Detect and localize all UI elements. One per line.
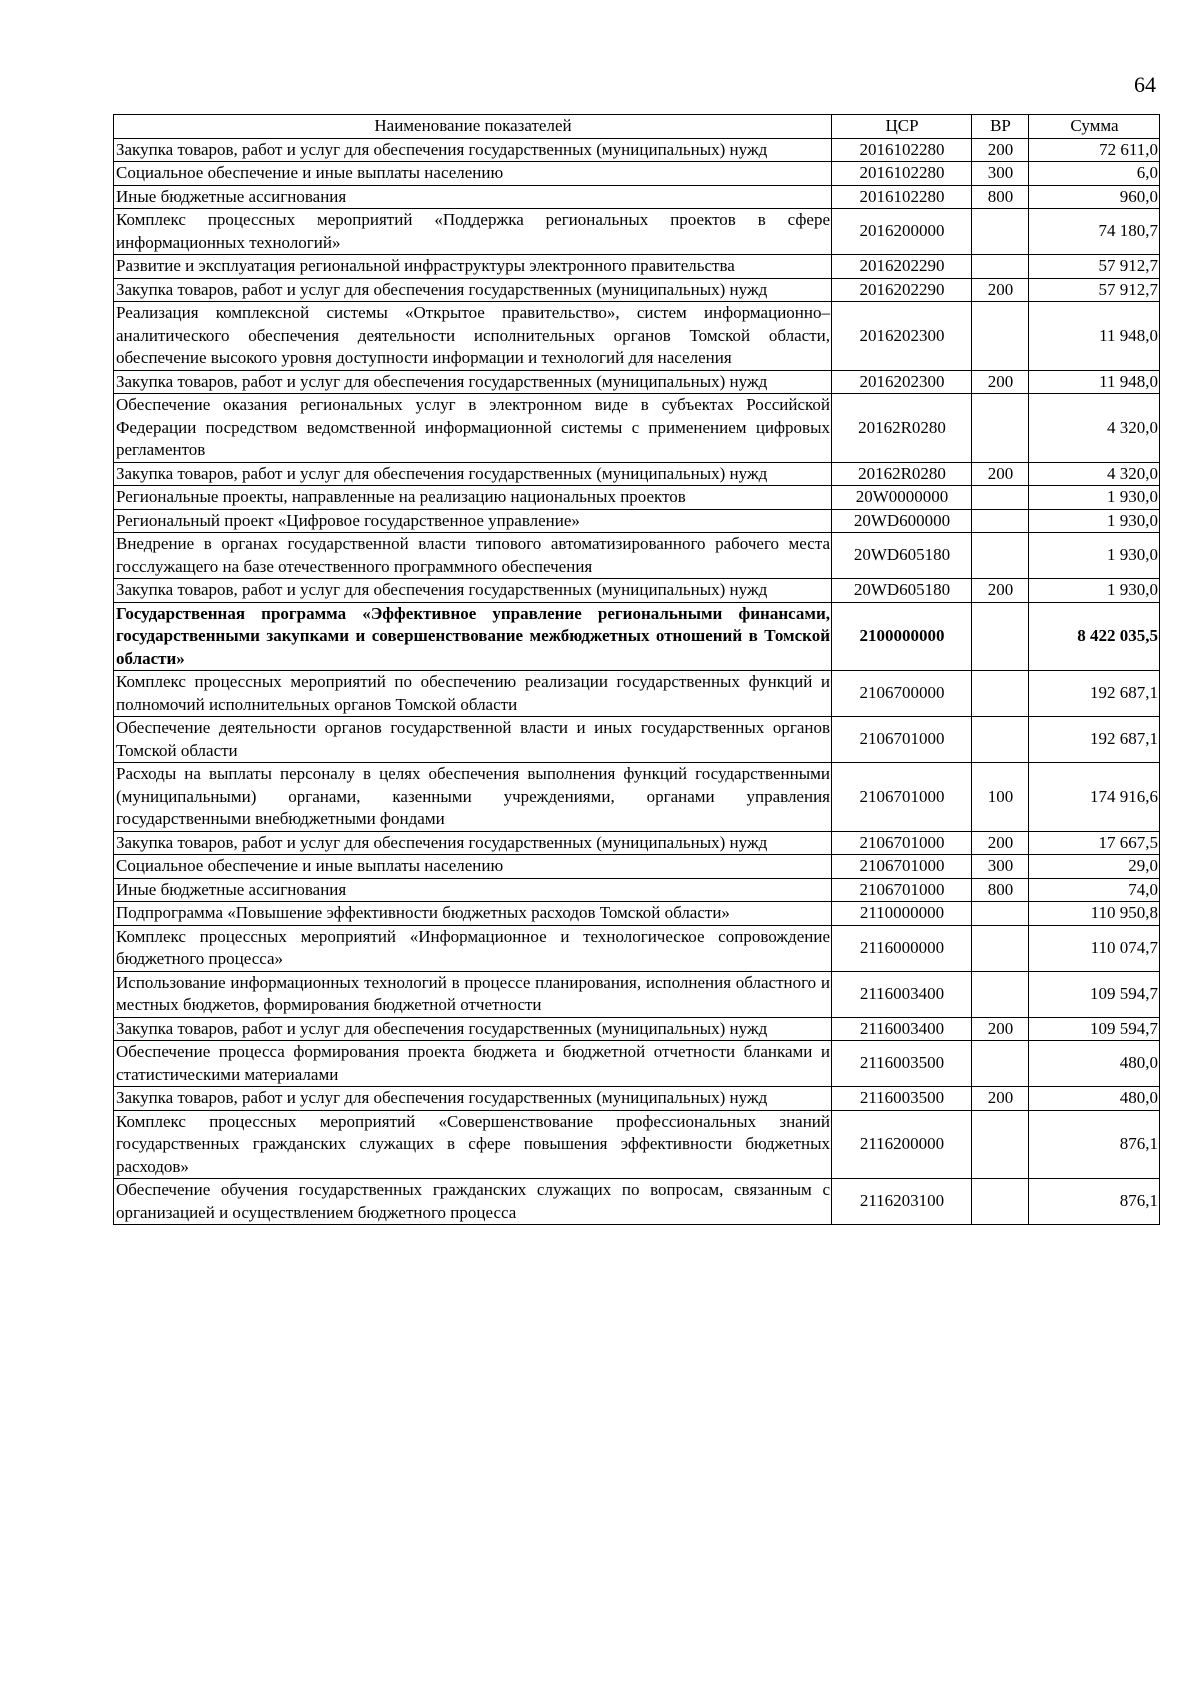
cell-vr — [972, 486, 1029, 510]
cell-vr — [972, 533, 1029, 579]
cell-csr: 2106700000 — [832, 671, 972, 717]
cell-vr — [972, 1179, 1029, 1225]
cell-sum: 74,0 — [1029, 878, 1160, 902]
cell-csr: 2100000000 — [832, 602, 972, 671]
cell-sum: 1 930,0 — [1029, 509, 1160, 533]
cell-csr: 2116003400 — [832, 971, 972, 1017]
cell-sum: 174 916,6 — [1029, 763, 1160, 832]
table-row — [114, 579, 1160, 603]
cell-name: Комплекс процессных мероприятий по обеспечению реализации государственных функций и полномочий исполнительных органов Томской области — [114, 671, 832, 717]
cell-name: Расходы на выплаты персоналу в целях обеспечения выполнения функций государственными (муниципальными) органами, казенными учреждениями, органами управления государственными внебюджетными фондами — [114, 763, 832, 832]
cell-vr — [972, 925, 1029, 971]
cell-sum: 480,0 — [1029, 1087, 1160, 1111]
cell-csr: 2016202300 — [832, 370, 972, 394]
cell-sum: 11 948,0 — [1029, 302, 1160, 371]
table-row — [114, 138, 1160, 162]
table-row — [114, 185, 1160, 209]
cell-name: Обеспечение оказания региональных услуг в электронном виде в субъектах Российской Федерации посредством ведомственной информационной системы с применением цифровых регламентов — [114, 394, 832, 463]
cell-name: Социальное обеспечение и иные выплаты населению — [114, 855, 832, 879]
cell-sum: 876,1 — [1029, 1179, 1160, 1225]
cell-name: Комплекс процессных мероприятий «Совершенствование профессиональных знаний государственных гражданских служащих в сфере повышения эффективности бюджетных расходов» — [114, 1110, 832, 1179]
cell-sum: 480,0 — [1029, 1041, 1160, 1087]
cell-vr: 200 — [972, 1087, 1029, 1111]
cell-vr — [972, 509, 1029, 533]
cell-vr — [972, 302, 1029, 371]
cell-vr: 100 — [972, 763, 1029, 832]
cell-name: Подпрограмма «Повышение эффективности бюджетных расходов Томской области» — [114, 902, 832, 926]
table-row — [114, 370, 1160, 394]
page-number: 64 — [1134, 72, 1156, 97]
cell-vr: 200 — [972, 370, 1029, 394]
table-row — [114, 278, 1160, 302]
table-row — [114, 671, 1160, 717]
cell-csr: 2110000000 — [832, 902, 972, 926]
cell-sum: 4 320,0 — [1029, 394, 1160, 463]
cell-name: Закупка товаров, работ и услуг для обеспечения государственных (муниципальных) нужд — [114, 462, 832, 486]
cell-sum: 109 594,7 — [1029, 971, 1160, 1017]
cell-vr: 300 — [972, 162, 1029, 186]
table-row — [114, 255, 1160, 279]
table-row — [114, 878, 1160, 902]
cell-name: Социальное обеспечение и иные выплаты населению — [114, 162, 832, 186]
cell-csr: 2106701000 — [832, 763, 972, 832]
cell-vr — [972, 394, 1029, 463]
cell-sum: 109 594,7 — [1029, 1017, 1160, 1041]
table-row — [114, 533, 1160, 579]
cell-sum: 29,0 — [1029, 855, 1160, 879]
cell-csr: 20WD605180 — [832, 579, 972, 603]
table-row — [114, 717, 1160, 763]
table-row — [114, 486, 1160, 510]
cell-csr: 20162R0280 — [832, 462, 972, 486]
cell-vr: 200 — [972, 462, 1029, 486]
cell-vr: 200 — [972, 278, 1029, 302]
cell-name: Государственная программа «Эффективное управление региональными финансами, государственными закупками и совершенствование межбюджетных отношений в Томской области» — [114, 602, 832, 671]
cell-sum: 110 074,7 — [1029, 925, 1160, 971]
cell-csr: 20W0000000 — [832, 486, 972, 510]
table-row — [114, 971, 1160, 1017]
cell-name: Закупка товаров, работ и услуг для обеспечения государственных (муниципальных) нужд — [114, 1087, 832, 1111]
cell-name: Реализация комплексной системы «Открытое правительство», систем информационно–аналитического обеспечения деятельности исполнительных органов Томской области, обеспечение высокого уровня доступности информации и технологий для населения — [114, 302, 832, 371]
cell-sum: 192 687,1 — [1029, 717, 1160, 763]
cell-name: Закупка товаров, работ и услуг для обеспечения государственных (муниципальных) нужд — [114, 138, 832, 162]
cell-name: Региональные проекты, направленные на реализацию национальных проектов — [114, 486, 832, 510]
budget-table — [113, 114, 1160, 1225]
cell-name: Иные бюджетные ассигнования — [114, 185, 832, 209]
table-row — [114, 855, 1160, 879]
cell-csr: 2106701000 — [832, 831, 972, 855]
cell-name: Обеспечение обучения государственных гражданских служащих по вопросам, связанным с организацией и осуществлением бюджетного процесса — [114, 1179, 832, 1225]
cell-sum: 6,0 — [1029, 162, 1160, 186]
table-row — [114, 462, 1160, 486]
cell-csr: 2106701000 — [832, 878, 972, 902]
cell-vr: 800 — [972, 185, 1029, 209]
cell-csr: 20WD600000 — [832, 509, 972, 533]
table-row — [114, 394, 1160, 463]
cell-name: Комплекс процессных мероприятий «Поддержка региональных проектов в сфере информационных технологий» — [114, 209, 832, 255]
table-row — [114, 763, 1160, 832]
cell-name: Использование информационных технологий в процессе планирования, исполнения областного и местных бюджетов, формирования бюджетной отчетности — [114, 971, 832, 1017]
header-csr: ЦСР — [832, 115, 972, 139]
table-row — [114, 1179, 1160, 1225]
cell-csr: 20162R0280 — [832, 394, 972, 463]
table-row — [114, 1110, 1160, 1179]
cell-csr: 2106701000 — [832, 717, 972, 763]
cell-name: Иные бюджетные ассигнования — [114, 878, 832, 902]
cell-name: Обеспечение деятельности органов государственной власти и иных государственных органов Томской области — [114, 717, 832, 763]
cell-csr: 2116003500 — [832, 1087, 972, 1111]
cell-sum: 72 611,0 — [1029, 138, 1160, 162]
table-row — [114, 209, 1160, 255]
cell-vr — [972, 255, 1029, 279]
cell-sum: 4 320,0 — [1029, 462, 1160, 486]
cell-csr: 2016102280 — [832, 185, 972, 209]
cell-name: Закупка товаров, работ и услуг для обеспечения государственных (муниципальных) нужд — [114, 579, 832, 603]
cell-sum: 876,1 — [1029, 1110, 1160, 1179]
cell-csr: 2016202300 — [832, 302, 972, 371]
cell-name: Закупка товаров, работ и услуг для обеспечения государственных (муниципальных) нужд — [114, 370, 832, 394]
table-body — [114, 138, 1160, 1225]
cell-vr — [972, 971, 1029, 1017]
cell-csr: 2016102280 — [832, 162, 972, 186]
cell-vr: 300 — [972, 855, 1029, 879]
cell-vr — [972, 717, 1029, 763]
cell-vr — [972, 1110, 1029, 1179]
cell-name: Обеспечение процесса формирования проекта бюджета и бюджетной отчетности бланками и статистическими материалами — [114, 1041, 832, 1087]
cell-vr — [972, 671, 1029, 717]
cell-vr — [972, 1041, 1029, 1087]
cell-name: Развитие и эксплуатация региональной инфраструктуры электронного правительства — [114, 255, 832, 279]
cell-name: Закупка товаров, работ и услуг для обеспечения государственных (муниципальных) нужд — [114, 278, 832, 302]
cell-sum: 960,0 — [1029, 185, 1160, 209]
cell-csr: 2016202290 — [832, 278, 972, 302]
cell-name: Комплекс процессных мероприятий «Информационное и технологическое сопровождение бюджетного процесса» — [114, 925, 832, 971]
cell-sum: 1 930,0 — [1029, 533, 1160, 579]
cell-csr: 20WD605180 — [832, 533, 972, 579]
cell-sum: 1 930,0 — [1029, 486, 1160, 510]
cell-sum: 1 930,0 — [1029, 579, 1160, 603]
cell-sum: 11 948,0 — [1029, 370, 1160, 394]
table-row — [114, 1017, 1160, 1041]
table-row — [114, 302, 1160, 371]
header-sum: Сумма — [1029, 115, 1160, 139]
cell-csr: 2116000000 — [832, 925, 972, 971]
cell-csr: 2116003400 — [832, 1017, 972, 1041]
table-row — [114, 831, 1160, 855]
cell-vr: 200 — [972, 831, 1029, 855]
cell-csr: 2116200000 — [832, 1110, 972, 1179]
cell-vr: 200 — [972, 138, 1029, 162]
cell-vr: 200 — [972, 1017, 1029, 1041]
cell-vr — [972, 602, 1029, 671]
table-row — [114, 602, 1160, 671]
cell-csr: 2016200000 — [832, 209, 972, 255]
header-vr: ВР — [972, 115, 1029, 139]
table-row — [114, 925, 1160, 971]
cell-vr: 200 — [972, 579, 1029, 603]
cell-sum: 17 667,5 — [1029, 831, 1160, 855]
cell-name: Региональный проект «Цифровое государственное управление» — [114, 509, 832, 533]
table-row — [114, 162, 1160, 186]
cell-name: Закупка товаров, работ и услуг для обеспечения государственных (муниципальных) нужд — [114, 1017, 832, 1041]
cell-csr: 2116003500 — [832, 1041, 972, 1087]
header-name: Наименование показателей — [114, 115, 832, 139]
cell-vr — [972, 209, 1029, 255]
table-row — [114, 1041, 1160, 1087]
cell-sum: 57 912,7 — [1029, 278, 1160, 302]
cell-sum: 110 950,8 — [1029, 902, 1160, 926]
cell-name: Внедрение в органах государственной власти типового автоматизированного рабочего места госслужащего на базе отечественного программного обеспечения — [114, 533, 832, 579]
cell-sum: 8 422 035,5 — [1029, 602, 1160, 671]
table-row — [114, 509, 1160, 533]
cell-sum: 192 687,1 — [1029, 671, 1160, 717]
cell-csr: 2116203100 — [832, 1179, 972, 1225]
table-row — [114, 1087, 1160, 1111]
cell-csr: 2016202290 — [832, 255, 972, 279]
cell-csr: 2106701000 — [832, 855, 972, 879]
table-header-row — [114, 115, 1160, 139]
cell-name: Закупка товаров, работ и услуг для обеспечения государственных (муниципальных) нужд — [114, 831, 832, 855]
cell-sum: 57 912,7 — [1029, 255, 1160, 279]
cell-vr: 800 — [972, 878, 1029, 902]
cell-csr: 2016102280 — [832, 138, 972, 162]
cell-vr — [972, 902, 1029, 926]
table-row — [114, 902, 1160, 926]
cell-sum: 74 180,7 — [1029, 209, 1160, 255]
